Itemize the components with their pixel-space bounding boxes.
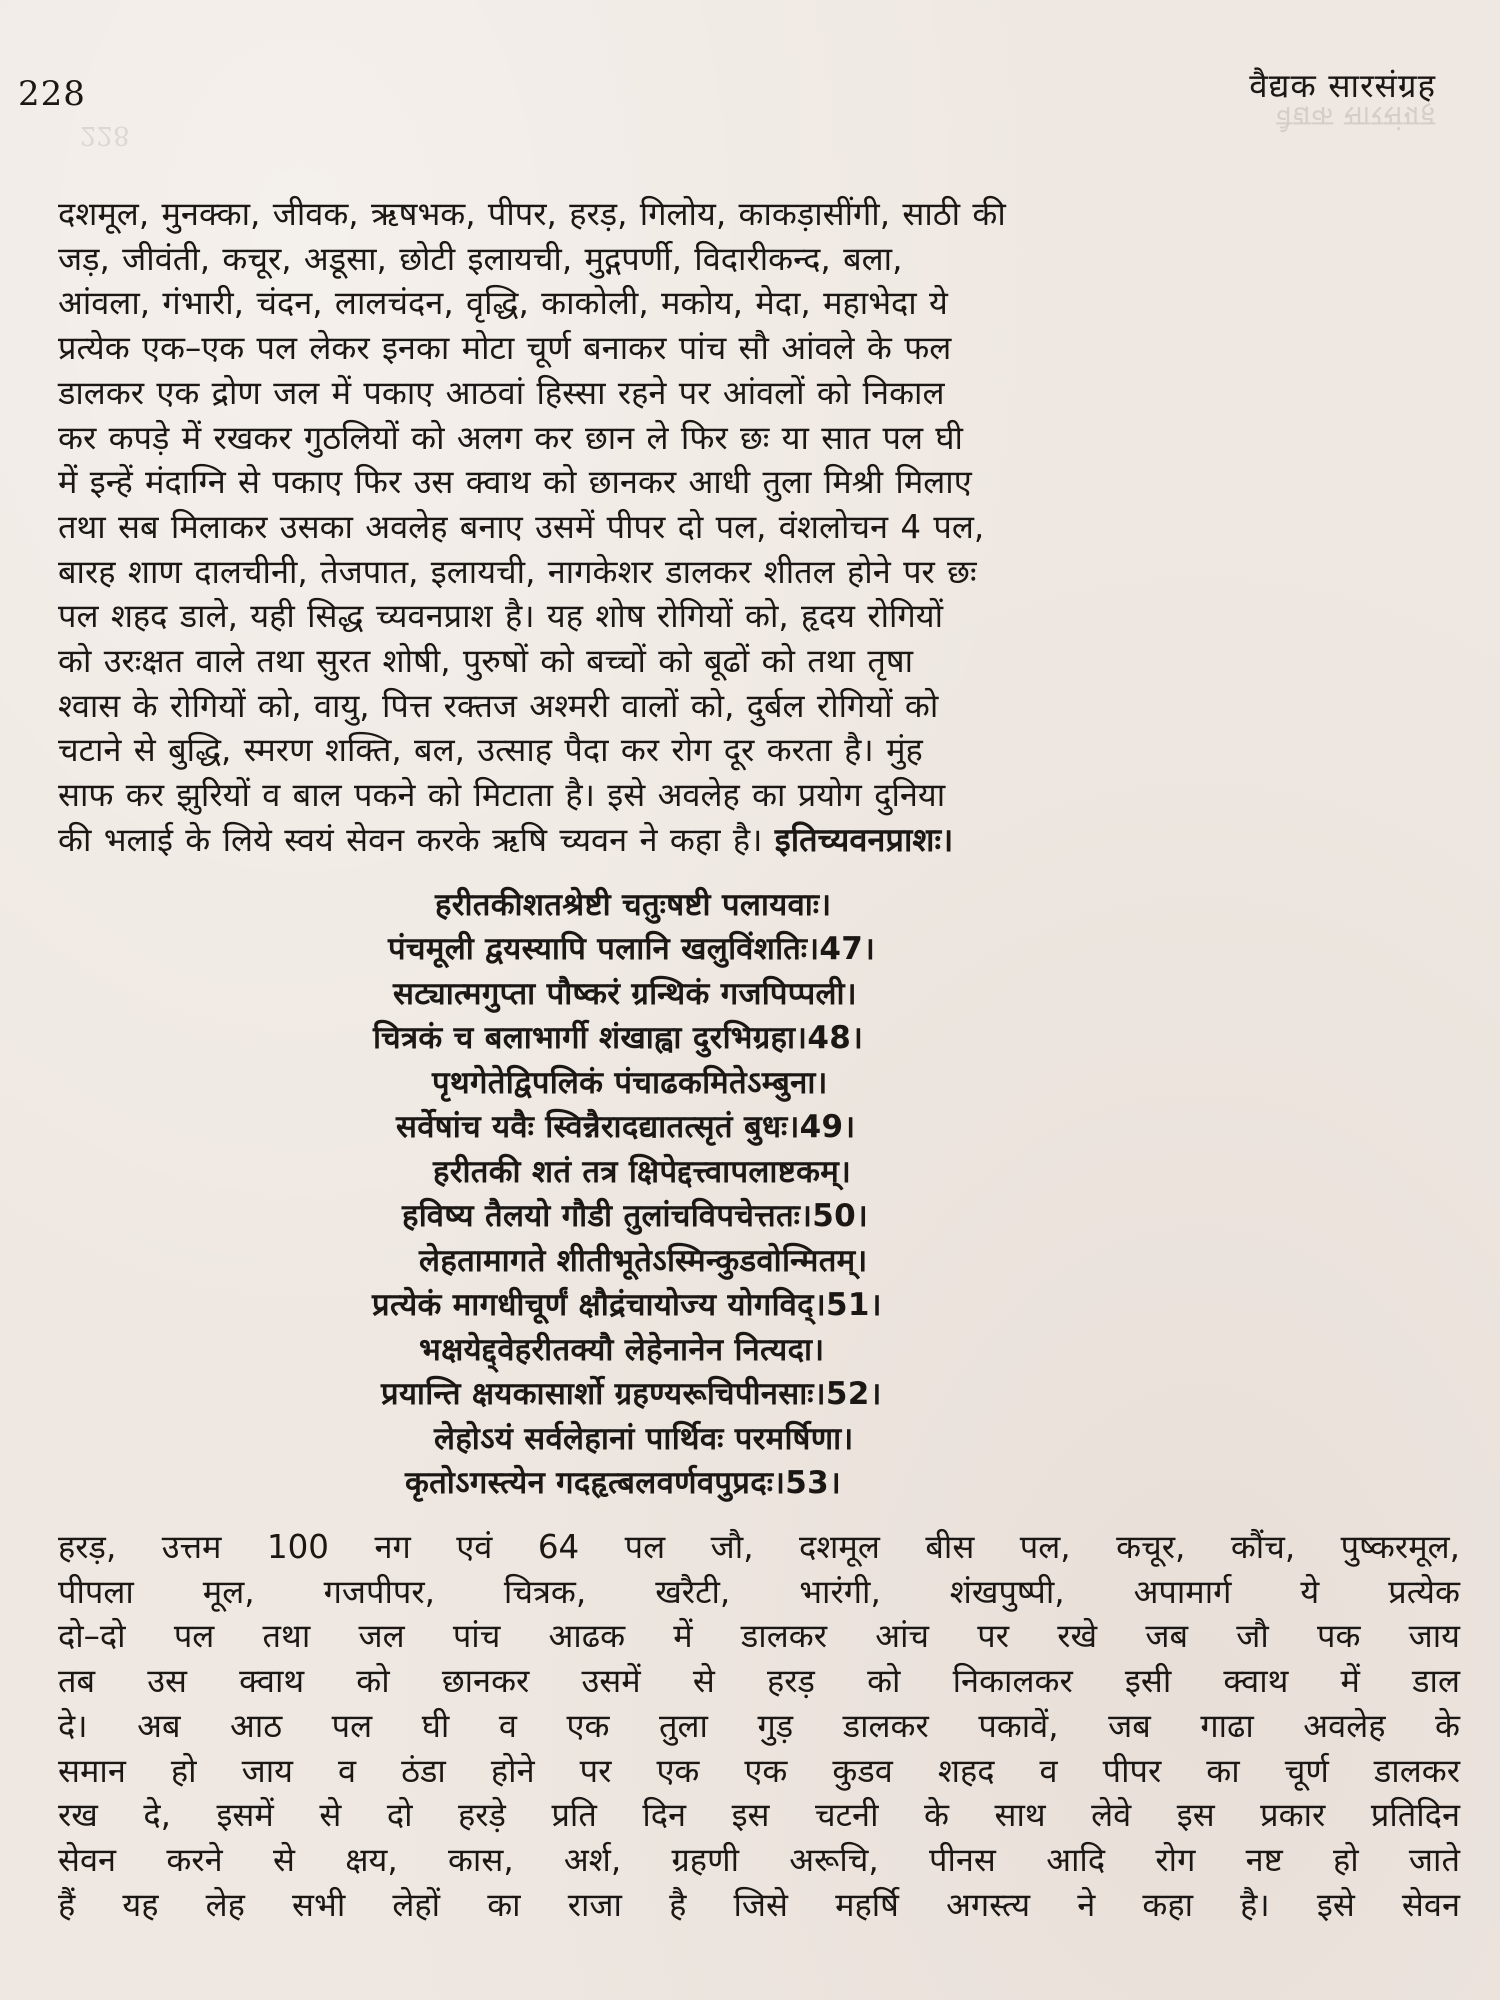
text-line: तथा सब मिलाकर उसका अवलेह बनाए उसमें पीपर दो पल, वंशलोचन 4 पल, [58, 507, 985, 546]
text-line: चटाने से बुद्धि, स्मरण शक्ति, बल, उत्साह पैदा कर रोग दूर करता है। मुंह [58, 731, 923, 770]
shloka-line: सर्वेषांच यवैः स्विन्नैरादद्यातत्सृतं बुधः।49। [396, 1109, 856, 1145]
text-line: को उरःक्षत वाले तथा सुरत शोषी, पुरुषों को बच्चों को बूढों को तथा तृषा [58, 642, 914, 681]
text-line: पीपला मूल, गजपीपर, चित्रक, खरैटी, भारंगी, शंखपुष्पी, अपामार्ग ये प्रत्येक [58, 1572, 1460, 1611]
text-line: पल शहद डाले, यही सिद्ध च्यवनप्राश है। यह शोष रोगियों को, हृदय रोगियों [58, 597, 944, 636]
text-line: सेवन करने से क्षय, कास, अर्श, ग्रहणी अरूचि, पीनस आदि रोग नष्ट हो जाते [58, 1840, 1460, 1879]
text-line: आंवला, गंभारी, चंदन, लालचंदन, वृद्धि, काकोली, मकोय, मेदा, महाभेदा ये [58, 284, 948, 323]
text-line: रख दे, इसमें से दो हरड़े प्रति दिन इस चटनी के साथ लेवे इस प्रकार प्रतिदिन [58, 1796, 1460, 1835]
text-line: डालकर एक द्रोण जल में पकाए आठवां हिस्सा रहने पर आंवलों को निकाल [58, 373, 945, 412]
text-line: तब उस क्वाथ को छानकर उसमें से हरड़ को निकालकर इसी क्वाथ में डाल [58, 1662, 1460, 1701]
text-line: जड़, जीवंती, कचूर, अडूसा, छोटी इलायची, मुद्गपर्णी, विदारीकन्द, बला, [58, 239, 903, 278]
text-line: दो–दो पल तथा जल पांच आढक में डालकर आंच पर रखे जब जौ पक जाय [58, 1617, 1460, 1656]
text-line: दशमूल, मुनक्का, जीवक, ऋषभक, पीपर, हरड़, गिलोय, काकड़ासींगी, साठी की [58, 195, 1006, 233]
shloka-line: सट्यात्मगुप्ता पौष्करं ग्रन्थिकं गजपिप्पली। [393, 976, 857, 1012]
text-line: हैं यह लेह सभी लेहों का राजा है जिसे महर्षि अगस्त्य ने कहा है। इसे सेवन [58, 1885, 1460, 1924]
running-header-title: वैद्यक सारसंग्रह [1249, 66, 1436, 105]
text-line: साफ कर झुरियों व बाल पकने को मिटाता है। इसे अवलेह का प्रयोग दुनिया [58, 776, 946, 815]
shloka-line: प्रत्येकं मागधीचूर्णं क्षौद्रंचायोज्य योगविद्।51। [372, 1287, 882, 1323]
text-line: कर कपड़े में रखकर गुठलियों को अलग कर छान ले फिर छः या सात पल घी [58, 418, 963, 457]
paragraph-chyawanprash [58, 192, 1460, 863]
text-line-final-main: की भलाई के लिये स्वयं सेवन करके ऋषि च्यवन ने कहा है। [58, 820, 763, 859]
text-line-final [58, 818, 1460, 863]
text-line: समान हो जाय व ठंडा होने पर एक एक कुडव शहद व पीपर का चूर्ण डालकर [58, 1751, 1460, 1790]
paragraph-agastya-haritaki [58, 1525, 1460, 1927]
shloka-line: हरीतकी शतं तत्र क्षिपेद्दत्त्वापलाष्टकम्। [433, 1154, 852, 1190]
shloka-line: कृतोऽगस्त्येन गदहृत्बलवर्णवपुप्रदः।53। [405, 1465, 842, 1501]
text-line: श्वास के रोगियों को, वायु, पित्त रक्तज अश्मरी वालों को, दुर्बल रोगियों को [58, 686, 939, 725]
text-line: दे। अब आठ पल घी व एक तुला गुड़ डालकर पकावें, जब गाढा अवलेह के [58, 1706, 1460, 1745]
shloka-line: लेहोऽयं सर्वलेहानां पार्थिवः परमर्षिणा। [434, 1421, 854, 1457]
text-line: प्रत्येक एक–एक पल लेकर इनका मोटा चूर्ण बनाकर पांच सौ आंवले के फल [58, 329, 952, 368]
iti-chyawanprash-bold: इतिच्यवनप्राशः। [774, 820, 954, 859]
shloka-line: भक्षयेद्द्वेहरीतक्यौ लेहेनानेन नित्यदा। [419, 1332, 825, 1368]
bleed-through-number: 228 [80, 120, 130, 150]
shloka-line: चित्रकं च बलाभार्गी शंखाह्वा दुरभिग्रहा।48। [373, 1020, 864, 1056]
page-number: 228 [18, 74, 86, 114]
shloka-line: पृथगेतेद्विपलिकं पंचाढकमितेऽम्बुना। [432, 1065, 828, 1101]
text-line: बारह शाण दालचीनी, तेजपात, इलायची, नागकेशर डालकर शीतल होने पर छः [58, 552, 977, 591]
shloka-line: हविष्य तैलयो गौडी तुलांचविपचेत्ततः।50। [402, 1198, 869, 1234]
bleed-through-header: वैद्यक सारसंग्रह [1276, 100, 1436, 133]
shloka-line: प्रयान्ति क्षयकासार्शो ग्रहण्यरूचिपीनसाः।52। [381, 1376, 882, 1412]
text-line: हरड़, उत्तम 100 नग एवं 64 पल जौ, दशमूल बीस पल, कचूर, कौंच, पुष्करमूल, [58, 1528, 1460, 1566]
shloka-line: हरीतकीशतश्रेष्टी चतुःषष्टी पलायवाः। [435, 887, 832, 923]
shloka-line: पंचमूली द्वयस्यापि पलानि खलुविंशतिः।47। [388, 931, 876, 967]
text-line: में इन्हें मंदाग्नि से पकाए फिर उस क्वाथ को छानकर आधी तुला मिश्री मिलाए [58, 463, 972, 502]
shloka-line: लेहतामागते शीतीभूतेऽस्मिन्कुडवोन्मितम्। [419, 1243, 868, 1279]
